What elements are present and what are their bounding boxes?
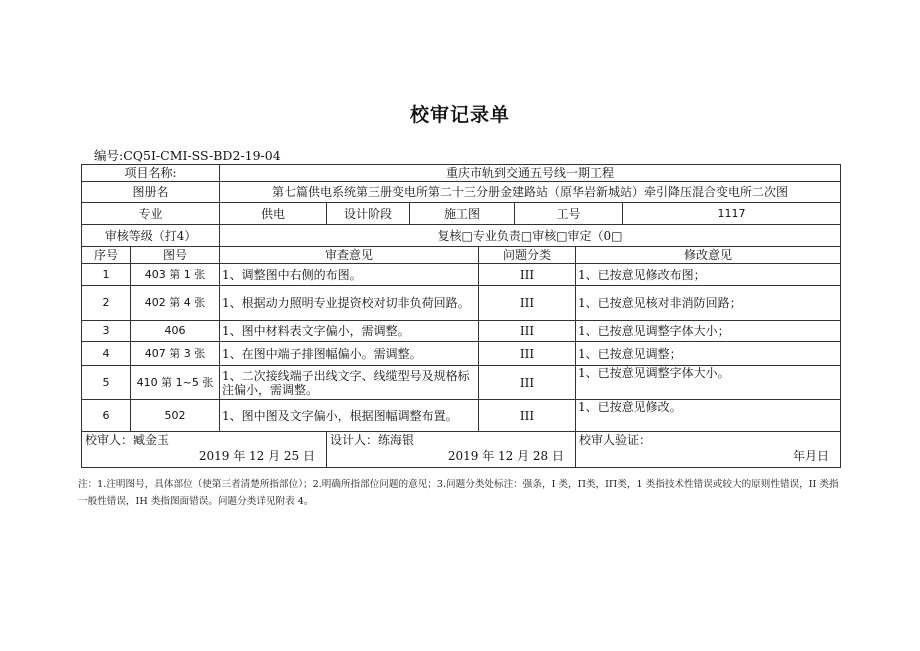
row-no: 1 (82, 264, 131, 286)
album-label: 图册名 (82, 182, 220, 203)
header-drawing: 图号 (131, 247, 220, 264)
album-row (82, 182, 841, 203)
table-row (82, 321, 841, 342)
table-row (82, 366, 841, 400)
row-drawing: 407 第 3 张 (131, 342, 220, 366)
row-category: III (479, 264, 576, 286)
album-value: 第七篇供电系统第三册变电所第二十三分册金建路站（原华岩新城站）牵引降压混合变电所二次图 (220, 182, 841, 203)
verifier-signature (576, 432, 841, 468)
row-drawing: 403 第 1 张 (131, 264, 220, 286)
row-category: III (479, 286, 576, 321)
project-row (82, 165, 841, 182)
row-comment: 1、图中图及文字偏小，根据图幅调整布置。 (220, 400, 479, 432)
row-comment: 1、图中材料表文字偏小，需调整。 (220, 321, 479, 342)
row-category: III (479, 342, 576, 366)
specialty-label: 专业 (82, 203, 220, 225)
checker-date: 2019 年 12 月 25 日 (198, 449, 316, 463)
row-no: 3 (82, 321, 131, 342)
row-response: 1、已按意见调整； (576, 342, 841, 366)
header-comment: 审查意见 (220, 247, 479, 264)
specialty-row (82, 203, 841, 225)
project-value: 重庆市轨到交通五号线一期工程 (220, 165, 841, 182)
row-drawing: 402 第 4 张 (131, 286, 220, 321)
row-drawing: 502 (131, 400, 220, 432)
row-no: 4 (82, 342, 131, 366)
row-comment: 1、根据动力照明专业提资校对切非负荷回路。 (220, 286, 479, 321)
design-stage-value: 施工图 (410, 203, 515, 225)
table-row (82, 286, 841, 321)
row-response: 1、已按意见调整字体大小。 (576, 366, 841, 400)
review-level-options: 复核□专业负责□审核□审定（0□ (220, 225, 841, 247)
job-number-label: 工号 (515, 203, 623, 225)
verifier-name: 校审人验证： (579, 433, 652, 447)
row-no: 2 (82, 286, 131, 321)
table-row (82, 400, 841, 432)
designer-signature (327, 432, 576, 468)
review-record-table (81, 164, 841, 468)
checker-signature (82, 432, 327, 468)
row-category: III (479, 366, 576, 400)
project-label: 项目名称: (82, 165, 220, 182)
header-response: 修改意见 (576, 247, 841, 264)
footnote: 注：1.注明图号，具体部位（使第三者清楚所指部位）；2.明确所指部位问题的意见；3.问题分类处标注：强条，I 类，П类，IП类，1 类指技术性错误或较大的原则性错误，II 类指一般性错误，IH 类指图面错误。问题分类详见附表 4。 (78, 479, 839, 507)
form-title: 校审记录单 (409, 104, 510, 126)
header-no: 序号 (82, 247, 131, 264)
row-no: 6 (82, 400, 131, 432)
checker-name: 校审人：臧金玉 (85, 433, 170, 447)
specialty-value: 供电 (220, 203, 327, 225)
row-drawing: 410 第 1~5 张 (131, 366, 220, 400)
row-comment: 1、调整图中右侧的布图。 (220, 264, 479, 286)
row-response: 1、已按意见修改。 (576, 400, 841, 432)
row-response: 1、已按意见调整字体大小； (576, 321, 841, 342)
row-no: 5 (82, 366, 131, 400)
row-response: 1、已按意见修改布图； (576, 264, 841, 286)
table-row (82, 342, 841, 366)
review-level-label: 审核等级（打4） (82, 225, 220, 247)
row-category: III (479, 321, 576, 342)
row-category: III (479, 400, 576, 432)
verifier-date: 年月日 (793, 449, 830, 463)
document-number: 编号:CQ5I-CMI-SS-BD2-19-04 (94, 148, 281, 163)
designer-name: 设计人：练海银 (330, 433, 415, 447)
signature-row (82, 432, 841, 468)
row-drawing: 406 (131, 321, 220, 342)
design-stage-label: 设计阶段 (327, 203, 410, 225)
column-header-row (82, 247, 841, 264)
header-category: 问题分类 (479, 247, 576, 264)
row-response: 1、已按意见核对非消防回路； (576, 286, 841, 321)
row-comment: 1、在图中端子排图幅偏小。需调整。 (220, 342, 479, 366)
row-comment: 1、二次接线端子出线文字、线缆型号及规格标注偏小，需调整。 (220, 366, 479, 400)
review-level-row (82, 225, 841, 247)
job-number-value: 1117 (623, 203, 841, 225)
designer-date: 2019 年 12 月 28 日 (447, 449, 565, 463)
table-row (82, 264, 841, 286)
